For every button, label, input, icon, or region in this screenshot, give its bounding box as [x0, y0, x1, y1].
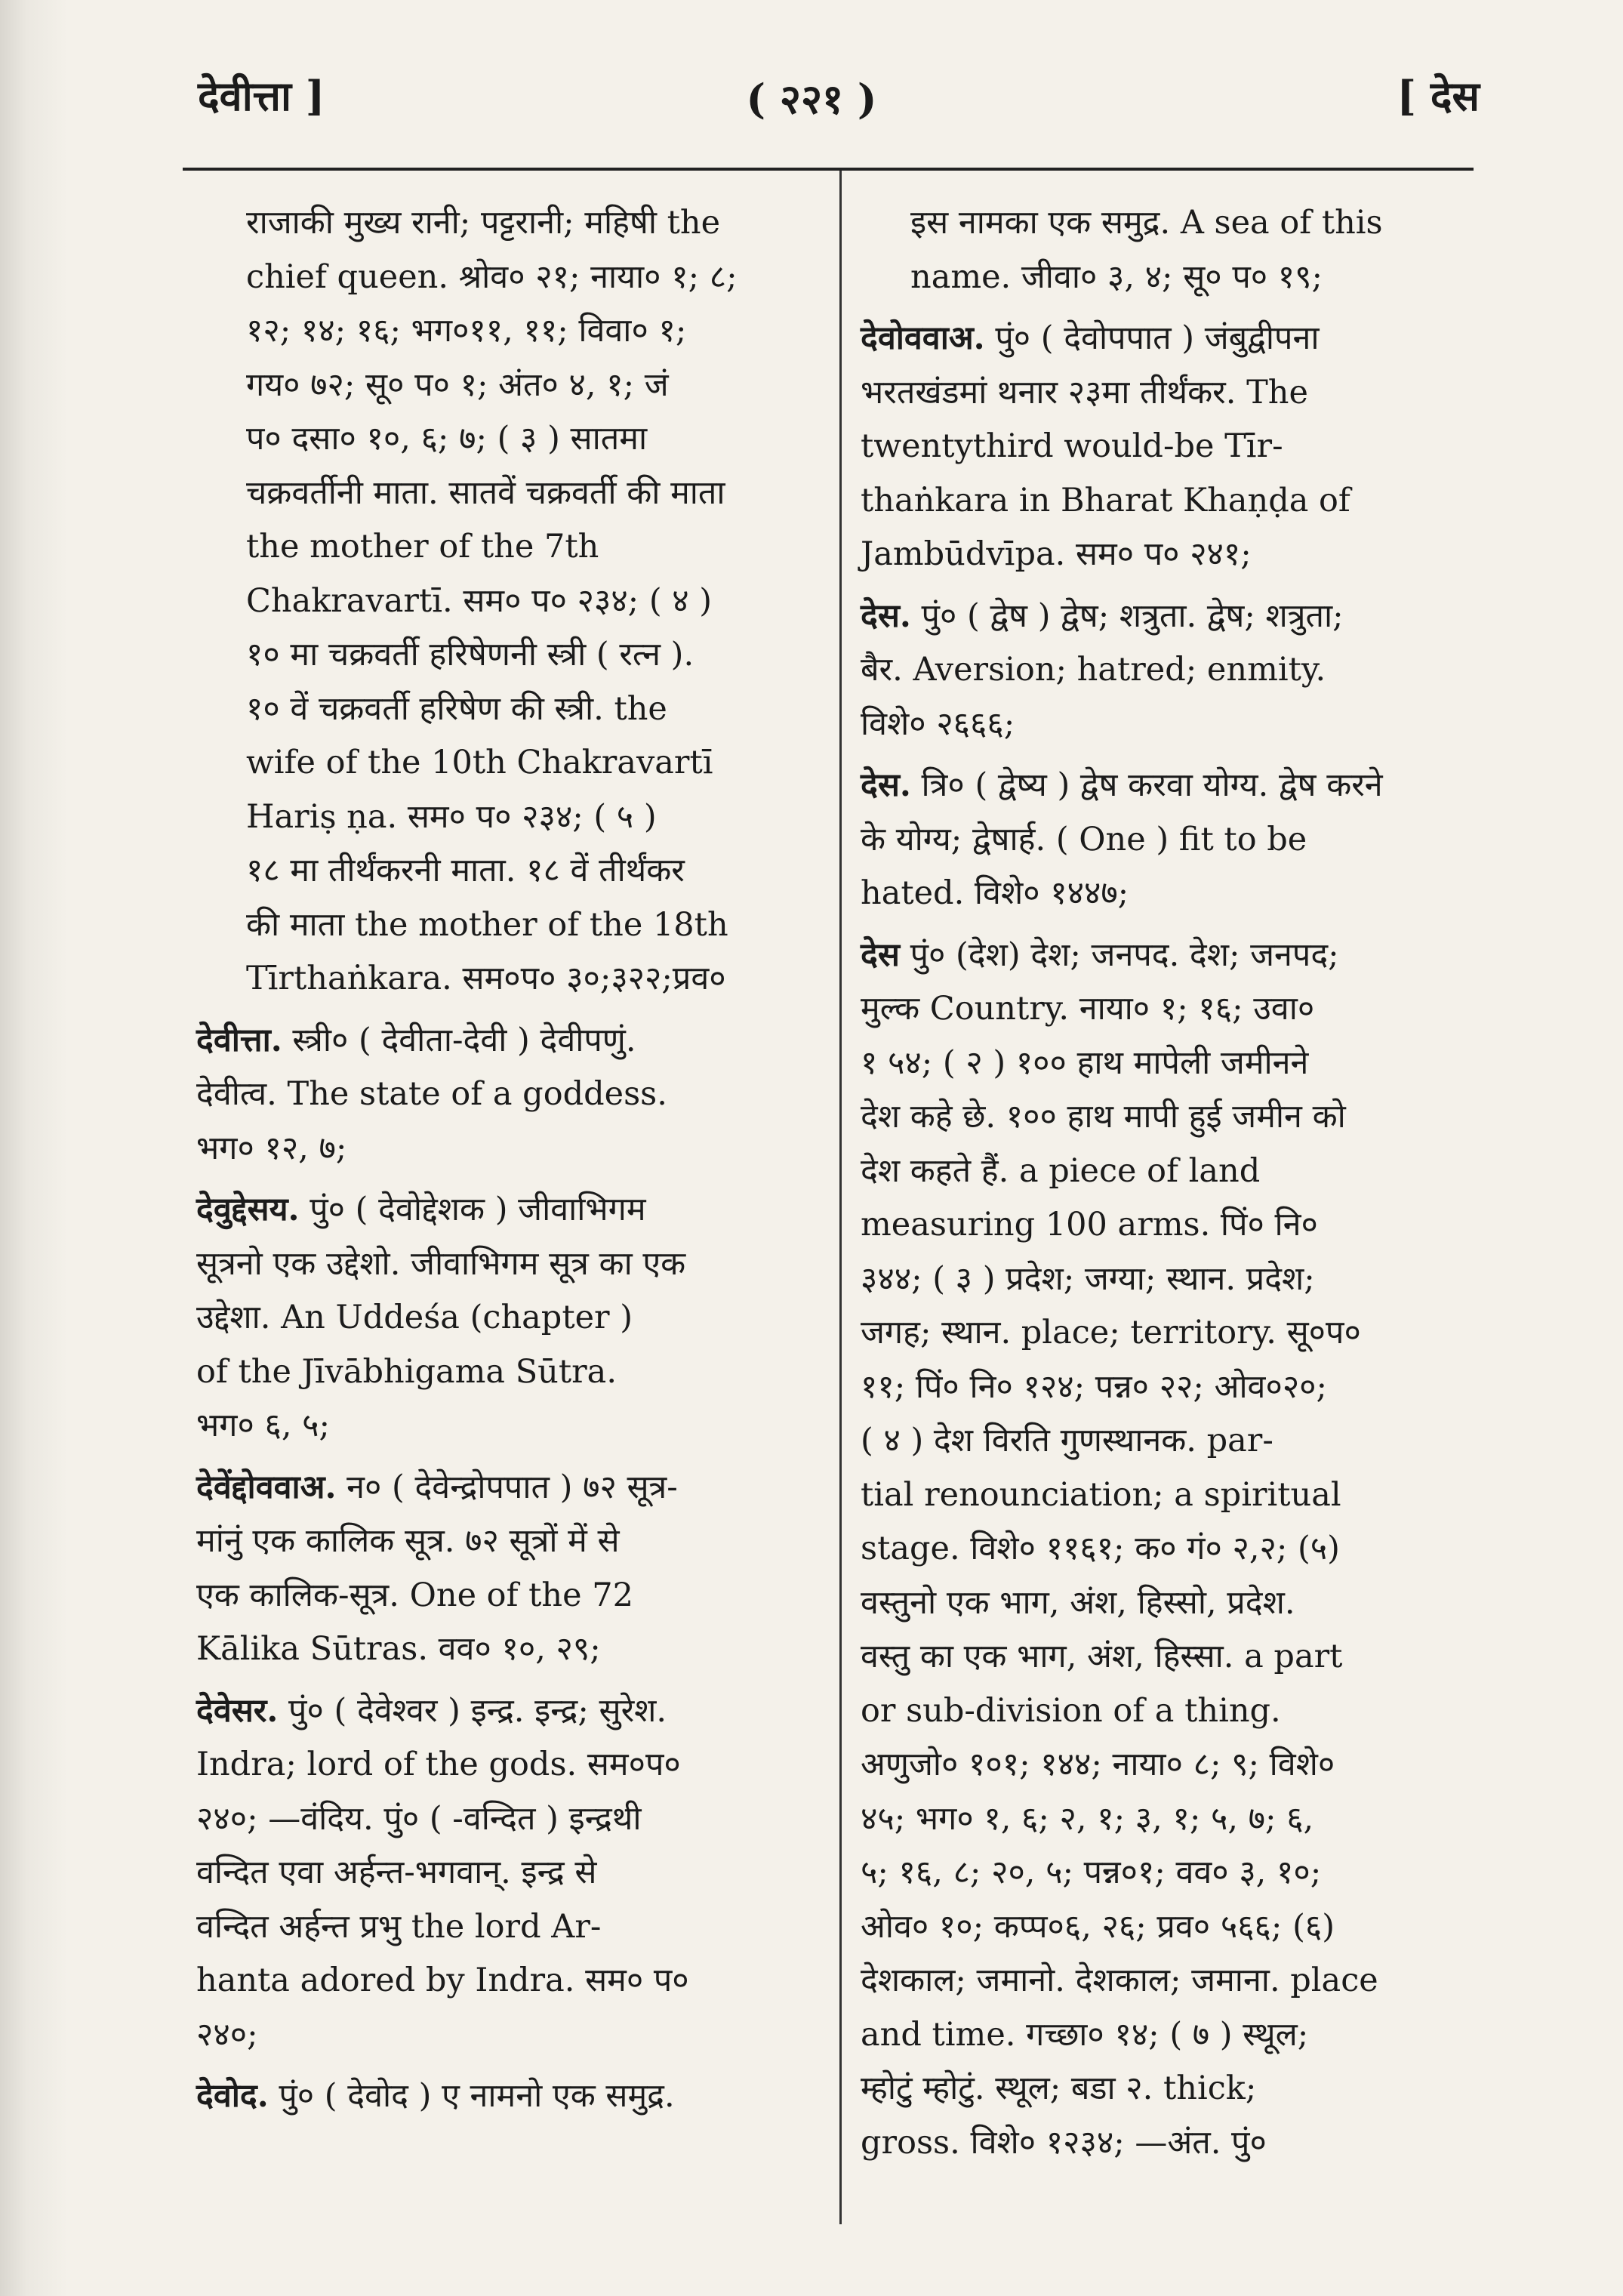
entry-line: stage. विशे० ११६१; क० गं० २,२; (५) — [861, 1530, 1340, 1567]
entry-line: गय० ७२; सू० प० १; अंत० ४, १; जं — [246, 365, 669, 404]
entry-line: ५; १६, ८; २०, ५; पन्न०१; वव० ३, १०; — [861, 1854, 1322, 1891]
entry-line: भग० ६, ५; — [196, 1407, 331, 1444]
entry-line: देवोद. पुं० ( देवोद ) ए नामनो एक समुद्र. — [196, 2077, 675, 2115]
entry-line: देश कहते हैं. a piece of land — [861, 1151, 1261, 1190]
entry-line: Jambūdvīpa. सम० प० २४१; — [861, 535, 1252, 573]
entry-line: wife of the 10th Chakravartī — [246, 744, 713, 781]
dictionary-entry — [196, 1183, 830, 1453]
dictionary-entry — [196, 2069, 830, 2124]
headword: देवीत्ता. — [196, 1021, 282, 1059]
entry-line: देस. पुं० ( द्वेष ) द्वेष; शत्रुता. द्वेष; शत्रुता; — [861, 596, 1344, 635]
entry-line: chief queen. श्रोव० २१; नाया० १; ८; — [246, 257, 738, 296]
entry-line: राजाकी मुख्य रानी; पट्टरानी; महिषी the — [246, 204, 721, 242]
entry-line: के योग्य; द्वेषार्ह. ( One ) fit to be — [861, 820, 1307, 858]
entry-line: Hariṣ ṇa. सम० प० २३४; ( ५ ) — [246, 797, 657, 836]
column-divider — [839, 171, 842, 2224]
headword: देस. — [861, 596, 911, 635]
headword: देस. — [861, 766, 911, 804]
entry-line: hated. विशे० १४४७; — [861, 874, 1129, 912]
entry-line: वन्दित अर्हन्त प्रभु the lord Ar- — [196, 1907, 602, 1946]
entry-line: बैर. Aversion; hatred; enmity. — [861, 651, 1326, 689]
headword: देवुद्देसय. — [196, 1191, 300, 1228]
entry-line: २४०; —वंदिय. पुं० ( -वन्दित ) इन्द्रथी — [196, 1799, 642, 1838]
entry-line: देशकाल; जमानो. देशकाल; जमाना. place — [861, 1962, 1378, 1999]
entry-continuation — [861, 196, 1480, 304]
entry-line: देवोववाअ. पुं० ( देवोपपात ) जंबुद्वीपना — [861, 319, 1320, 357]
entry-line: देवेसर. पुं० ( देवेश्वर ) इन्द्र. इन्द्र; सुरेश. — [196, 1691, 667, 1730]
left-column — [196, 196, 830, 2131]
entry-line: प० दसा० १०, ६; ७; ( ३ ) सातमा — [246, 420, 648, 458]
entry-line: देवीत्व. The state of a goddess. — [196, 1075, 667, 1113]
headword: देवेसर. — [196, 1691, 279, 1730]
headword: देवोववाअ. — [861, 319, 985, 357]
entry-line: देवीत्ता. स्त्री० ( देवीता-देवी ) देवीपणुं. — [196, 1021, 636, 1059]
entry-line: ११; पिं० नि० १२४; पन्न० २२; ओव०२०; — [861, 1367, 1328, 1406]
entry-line: भग० १२, ७; — [196, 1129, 347, 1167]
entry-line: ( ४ ) देश विरति गुणस्थानक. par- — [861, 1422, 1273, 1459]
entry-line: उद्देशा. An Uddeśa (chapter ) — [196, 1299, 633, 1336]
dictionary-entry — [861, 590, 1480, 752]
entry-line: ३४४; ( ३ ) प्रदेश; जग्या; स्थान. प्रदेश; — [861, 1259, 1315, 1298]
entry-line: देवेंद्दोववाअ. न० ( देवेन्द्रोपपात ) ७२ सूत्र- — [196, 1468, 678, 1506]
entry-line: Indra; lord of the gods. सम०प० — [196, 1746, 681, 1783]
entry-line: gross. विशे० १२३४; —अंत. पुं० — [861, 2123, 1267, 2162]
entry-line: देवुद्देसय. पुं० ( देवोद्देशक ) जीवाभिगम — [196, 1191, 646, 1228]
entry-line: १२; १४; १६; भग०११, ११; विवा० १; — [246, 312, 687, 350]
dictionary-entry — [196, 1684, 830, 2063]
entry-line: सूत्रनो एक उद्देशो. जीवाभिगम सूत्र का एक — [196, 1244, 686, 1283]
entry-line: भरतखंडमां थनार २३मा तीर्थंकर. The — [861, 373, 1308, 411]
entry-line: जगह; स्थान. place; territory. सू०प० — [861, 1314, 1361, 1351]
entry-line: देश कहे छे. १०० हाथ मापी हुई जमीन को — [861, 1098, 1346, 1136]
entry-line: ४५; भग० १, ६; २, १; ३, १; ५, ७; ६, — [861, 1799, 1314, 1838]
entry-line: अणुजो० १०१; १४४; नाया० ८; ९; विशे० — [861, 1746, 1335, 1783]
dictionary-entry — [196, 1014, 830, 1176]
dictionary-entry — [861, 929, 1480, 2171]
running-head-left: देवीत्ता ] — [198, 72, 325, 120]
entry-line: चक्रवर्तीनी माता. सातवें चक्रवर्ती की माता — [246, 473, 725, 512]
header-rule — [183, 168, 1474, 171]
right-column — [861, 196, 1480, 2177]
scan-edge-shadow — [0, 0, 68, 2296]
entry-line: the mother of the 7th — [246, 528, 599, 566]
entry-line: म्होटुं म्होटुं. स्थूल; बडा २. thick; — [861, 2069, 1257, 2107]
headword: देवोद. — [196, 2077, 269, 2115]
entry-line: १० वें चक्रवर्ती हरिषेण की स्त्री. the — [246, 689, 667, 728]
entry-line: of the Jīvābhigama Sūtra. — [196, 1352, 617, 1391]
entry-line: Kālika Sūtras. वव० १०, २९; — [196, 1630, 601, 1668]
running-head-right: [ देस — [1397, 72, 1480, 120]
entry-line: देस पुं० (देश) देश; जनपद. देश; जनपद; — [861, 935, 1339, 974]
entry-line: measuring 100 arms. पिं० नि० — [861, 1206, 1318, 1244]
entry-line: or sub-division of a thing. — [861, 1691, 1281, 1730]
entry-line: Tīrthaṅkara. सम०प० ३०;३२२;प्रव० — [246, 960, 726, 997]
entry-continuation — [196, 196, 830, 1006]
entry-line: twentythird would-be Tīr- — [861, 427, 1283, 465]
entry-line: hanta adored by Indra. सम० प० — [196, 1962, 689, 1999]
entry-line: thaṅkara in Bharat Khaṇḍa of — [861, 481, 1350, 519]
entry-line: १ ५४; ( २ ) १०० हाथ मापेली जमीनने — [861, 1043, 1309, 1082]
dictionary-entry — [196, 1461, 830, 1677]
entry-line: वन्दित एवा अर्हन्त-भगवान्. इन्द्र से — [196, 1854, 597, 1891]
entry-line: १० मा चक्रवर्ती हरिषेणनी स्त्री ( रत्न ). — [246, 636, 694, 673]
entry-line: ओव० १०; कप्प०६, २६; प्रव० ५६६; (६) — [861, 1907, 1335, 1946]
entry-line: tial renounciation; a spiritual — [861, 1475, 1341, 1514]
entry-line: २४०; — [196, 2015, 258, 2054]
headword: देवेंद्दोववाअ. — [196, 1468, 337, 1506]
entry-line: and time. गच्छा० १४; ( ७ ) स्थूल; — [861, 2015, 1309, 2054]
headword: देस — [861, 935, 900, 974]
dictionary-entry — [861, 759, 1480, 921]
entry-line: मुल्क Country. नाया० १; १६; उवा० — [861, 990, 1315, 1028]
entry-line: देस. त्रि० ( द्वेष्य ) द्वेष करवा योग्य. द्वेष करने — [861, 766, 1383, 804]
entry-line: विशे० २६६६; — [861, 704, 1015, 743]
entry-line: name. जीवा० ३, ४; सू० प० १९; — [910, 257, 1323, 296]
entry-line: इस नामका एक समुद्र. A sea of this — [910, 204, 1383, 242]
entry-line: वस्तुनो एक भाग, अंश, हिस्सो, प्रदेश. — [861, 1583, 1295, 1622]
page-number: ( २२१ ) — [746, 75, 877, 123]
entry-line: मांनुं एक कालिक सूत्र. ७२ सूत्रों में से — [196, 1522, 620, 1560]
entry-line: वस्तु का एक भाग, अंश, हिस्सा. a part — [861, 1638, 1343, 1675]
entry-line: Chakravartī. सम० प० २३४; ( ४ ) — [246, 581, 713, 620]
dictionary-entry — [861, 312, 1480, 582]
entry-line: १८ मा तीर्थंकरनी माता. १८ वें तीर्थंकर — [246, 852, 685, 889]
entry-line: की माता the mother of the 18th — [246, 905, 728, 944]
entry-line: एक कालिक-सूत्र. One of the 72 — [196, 1576, 633, 1614]
